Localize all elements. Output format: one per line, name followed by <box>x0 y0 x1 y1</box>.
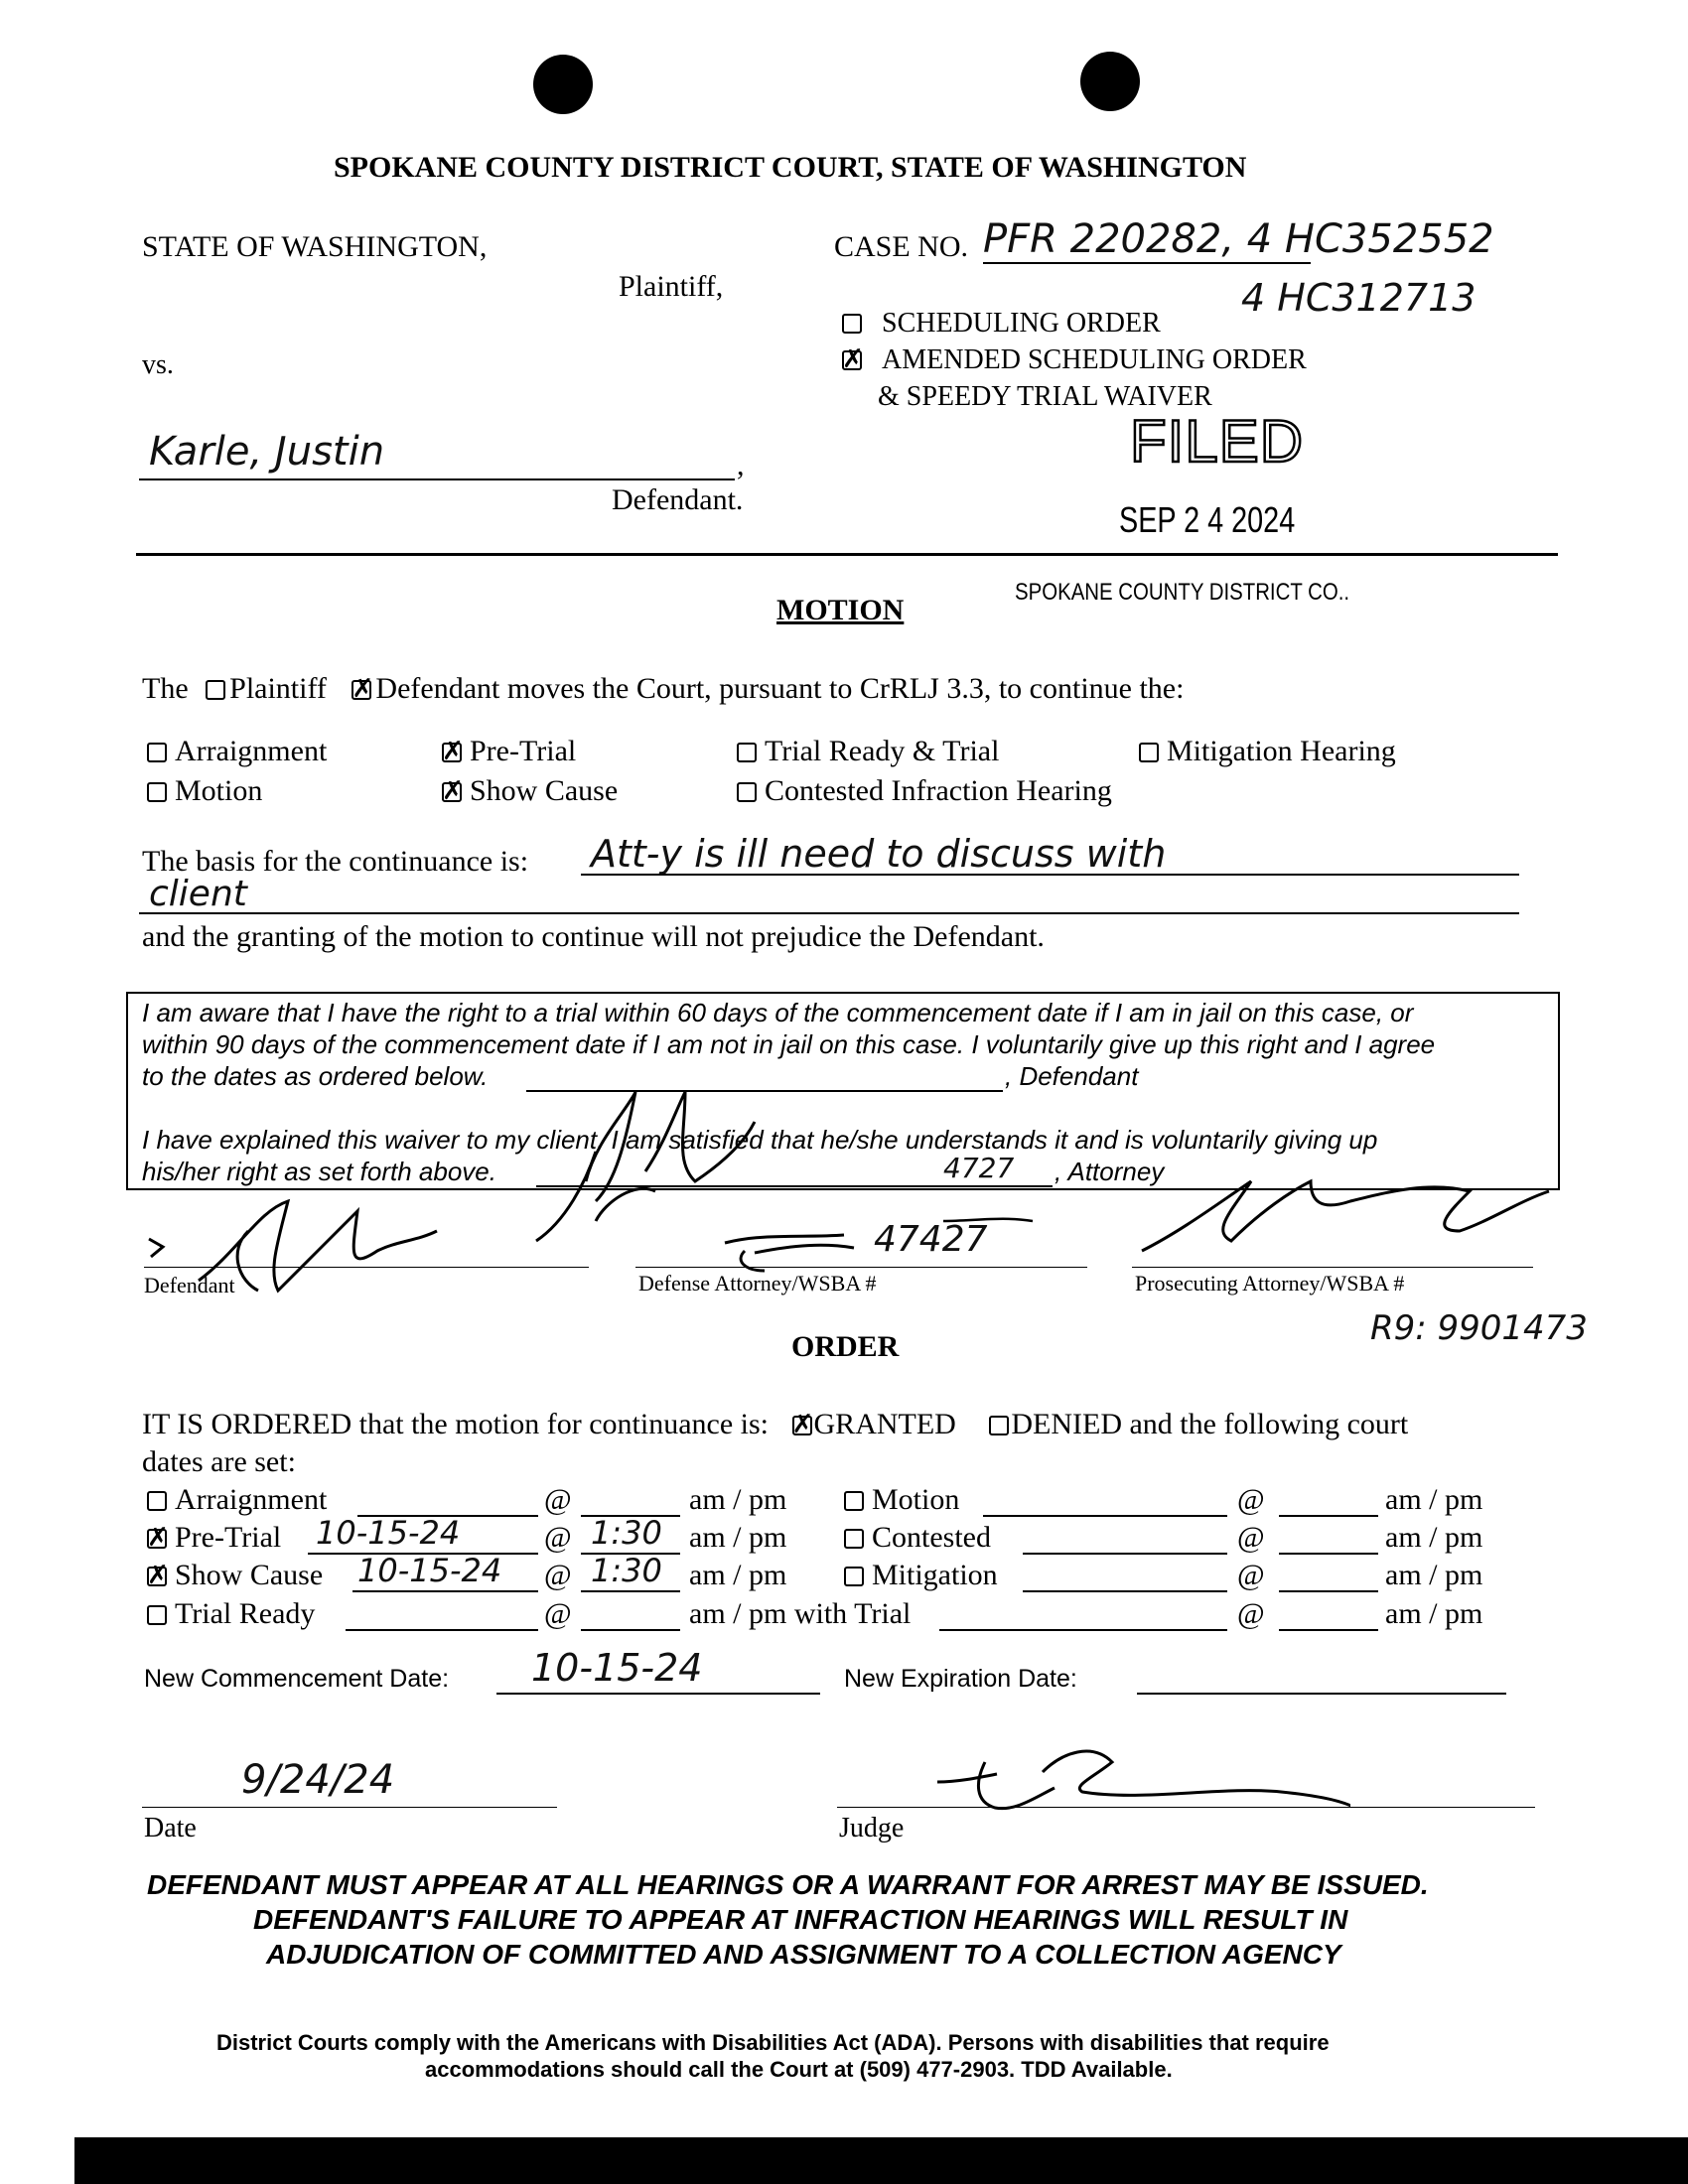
sig-prosecutor-label: Prosecuting Attorney/WSBA # <box>1135 1271 1405 1296</box>
judge-line <box>837 1807 1535 1808</box>
defendant-name: Karle, Justin <box>149 429 385 475</box>
waiver-line-2: within 90 days of the commencement date if I am not in jail on this case. I voluntarily give up this right and I agree <box>142 1029 1436 1059</box>
defense-signature-line <box>635 1267 1087 1268</box>
order-date-line <box>142 1807 557 1808</box>
motion-intro: The Plaintiff ✗ Defendant moves the Court, pursuant to CrRLJ 3.3, to continue the: <box>142 672 1184 706</box>
case-no-label: CASE NO. <box>834 230 969 263</box>
dates-set-label: dates are set: <box>142 1445 296 1478</box>
ada-line-2: accommodations should call the Court at (509) 477-2903. TDD Available. <box>425 2057 1173 2082</box>
basis-label: The basis for the continuance is: <box>142 845 529 878</box>
denied-checkbox[interactable] <box>989 1416 1009 1435</box>
waiver-line-3: to the dates as ordered below. <box>142 1061 489 1091</box>
order-type-amended: ✗AMENDED SCHEDULING ORDER <box>842 344 1307 376</box>
judge-signature <box>933 1732 1350 1812</box>
speedy-trial-waiver-label: & SPEEDY TRIAL WAIVER <box>878 381 1212 412</box>
hearing-show-cause: ✗ Show Cause <box>442 774 618 808</box>
warning-line-2: DEFENDANT'S FAILURE TO APPEAR AT INFRACTION HEARINGS WILL RESULT IN <box>253 1904 1348 1935</box>
filed-court: SPOKANE COUNTY DISTRICT CO.. <box>1015 579 1350 606</box>
vs-label: vs. <box>142 349 174 380</box>
filed-stamp: FILED <box>1130 408 1305 475</box>
basis-value-2: client <box>149 874 247 914</box>
ada-line-1: District Courts comply with the Americans with Disabilities Act (ADA). Persons with disabilities that require <box>216 2030 1330 2055</box>
expiration-line <box>1137 1693 1506 1695</box>
order-heading: ORDER <box>791 1330 900 1363</box>
defendant-label: Defendant. <box>612 483 744 516</box>
prosecutor-number: R9: 9901473 <box>1370 1308 1588 1348</box>
defendant-comma: , <box>737 449 745 481</box>
case-no-value: PFR 220282, 4 HC352552 <box>983 216 1494 262</box>
prejudice-text: and the granting of the motion to continue will not prejudice the Defendant. <box>142 920 1045 953</box>
plaintiff-name: STATE OF WASHINGTON, <box>142 230 488 263</box>
hearing-pretrial: ✗ Pre-Trial <box>442 735 576 768</box>
hearing-motion: Motion <box>147 774 262 808</box>
waiver-line-5: his/her right as set forth above. <box>142 1157 496 1186</box>
defense-number: 47427 <box>874 1219 988 1260</box>
hearing-contested: Contested Infraction Hearing <box>737 774 1112 808</box>
commencement-label: New Commencement Date: <box>144 1665 450 1693</box>
granted-checkbox[interactable] <box>792 1416 812 1435</box>
sig-defense-label: Defense Attorney/WSBA # <box>638 1271 877 1296</box>
ordered-text: IT IS ORDERED that the motion for continuance is: ✗ GRANTED DENIED and the following court <box>142 1408 1408 1441</box>
warning-line-3: ADJUDICATION OF COMMITTED AND ASSIGNMENT TO A COLLECTION AGENCY <box>266 1939 1341 1970</box>
court-title: SPOKANE COUNTY DISTRICT COURT, STATE OF WASHINGTON <box>334 151 1247 184</box>
motion-heading: MOTION <box>776 594 905 626</box>
waiver-line-1: I am aware that I have the right to a trial within 60 days of the commencement date if I am in jail on this case, or <box>142 998 1414 1027</box>
waiver-defendant-label: , Defendant <box>1005 1061 1139 1091</box>
defendant-signature-line <box>144 1267 589 1268</box>
judge-label: Judge <box>839 1813 905 1843</box>
waiver-attorney-label: , Attorney <box>1055 1157 1165 1186</box>
filed-date: SEP 2 4 2024 <box>1119 499 1296 540</box>
sig-defendant-label: Defendant <box>144 1273 235 1297</box>
hearing-trial-ready: Trial Ready & Trial <box>737 735 999 768</box>
basis-value: Att-y is ill need to discuss with <box>591 832 1167 876</box>
commencement-line <box>496 1693 820 1695</box>
plaintiff-label: Plaintiff, <box>619 270 724 303</box>
expiration-label: New Expiration Date: <box>844 1665 1077 1693</box>
commencement-value: 10-15-24 <box>531 1646 703 1690</box>
waiver-attorney-number: 4727 <box>943 1152 1015 1184</box>
prosecutor-signature-line <box>1132 1267 1533 1268</box>
case-no-value-2: 4 HC312713 <box>1241 276 1477 320</box>
order-date-value: 9/24/24 <box>241 1757 395 1803</box>
waiver-line-4: I have explained this waiver to my client. I am satisfied that he/she understands it and is voluntarily giving up <box>142 1125 1378 1155</box>
order-date-label: Date <box>144 1813 197 1843</box>
warning-line-1: DEFENDANT MUST APPEAR AT ALL HEARINGS OR A WARRANT FOR ARREST MAY BE ISSUED. <box>147 1869 1429 1900</box>
hearing-arraignment: Arraignment <box>147 735 327 768</box>
order-type-scheduling: SCHEDULING ORDER <box>842 308 1161 340</box>
scan-bottom-bar <box>74 2137 1688 2184</box>
hearing-mitigation: Mitigation Hearing <box>1139 735 1396 768</box>
